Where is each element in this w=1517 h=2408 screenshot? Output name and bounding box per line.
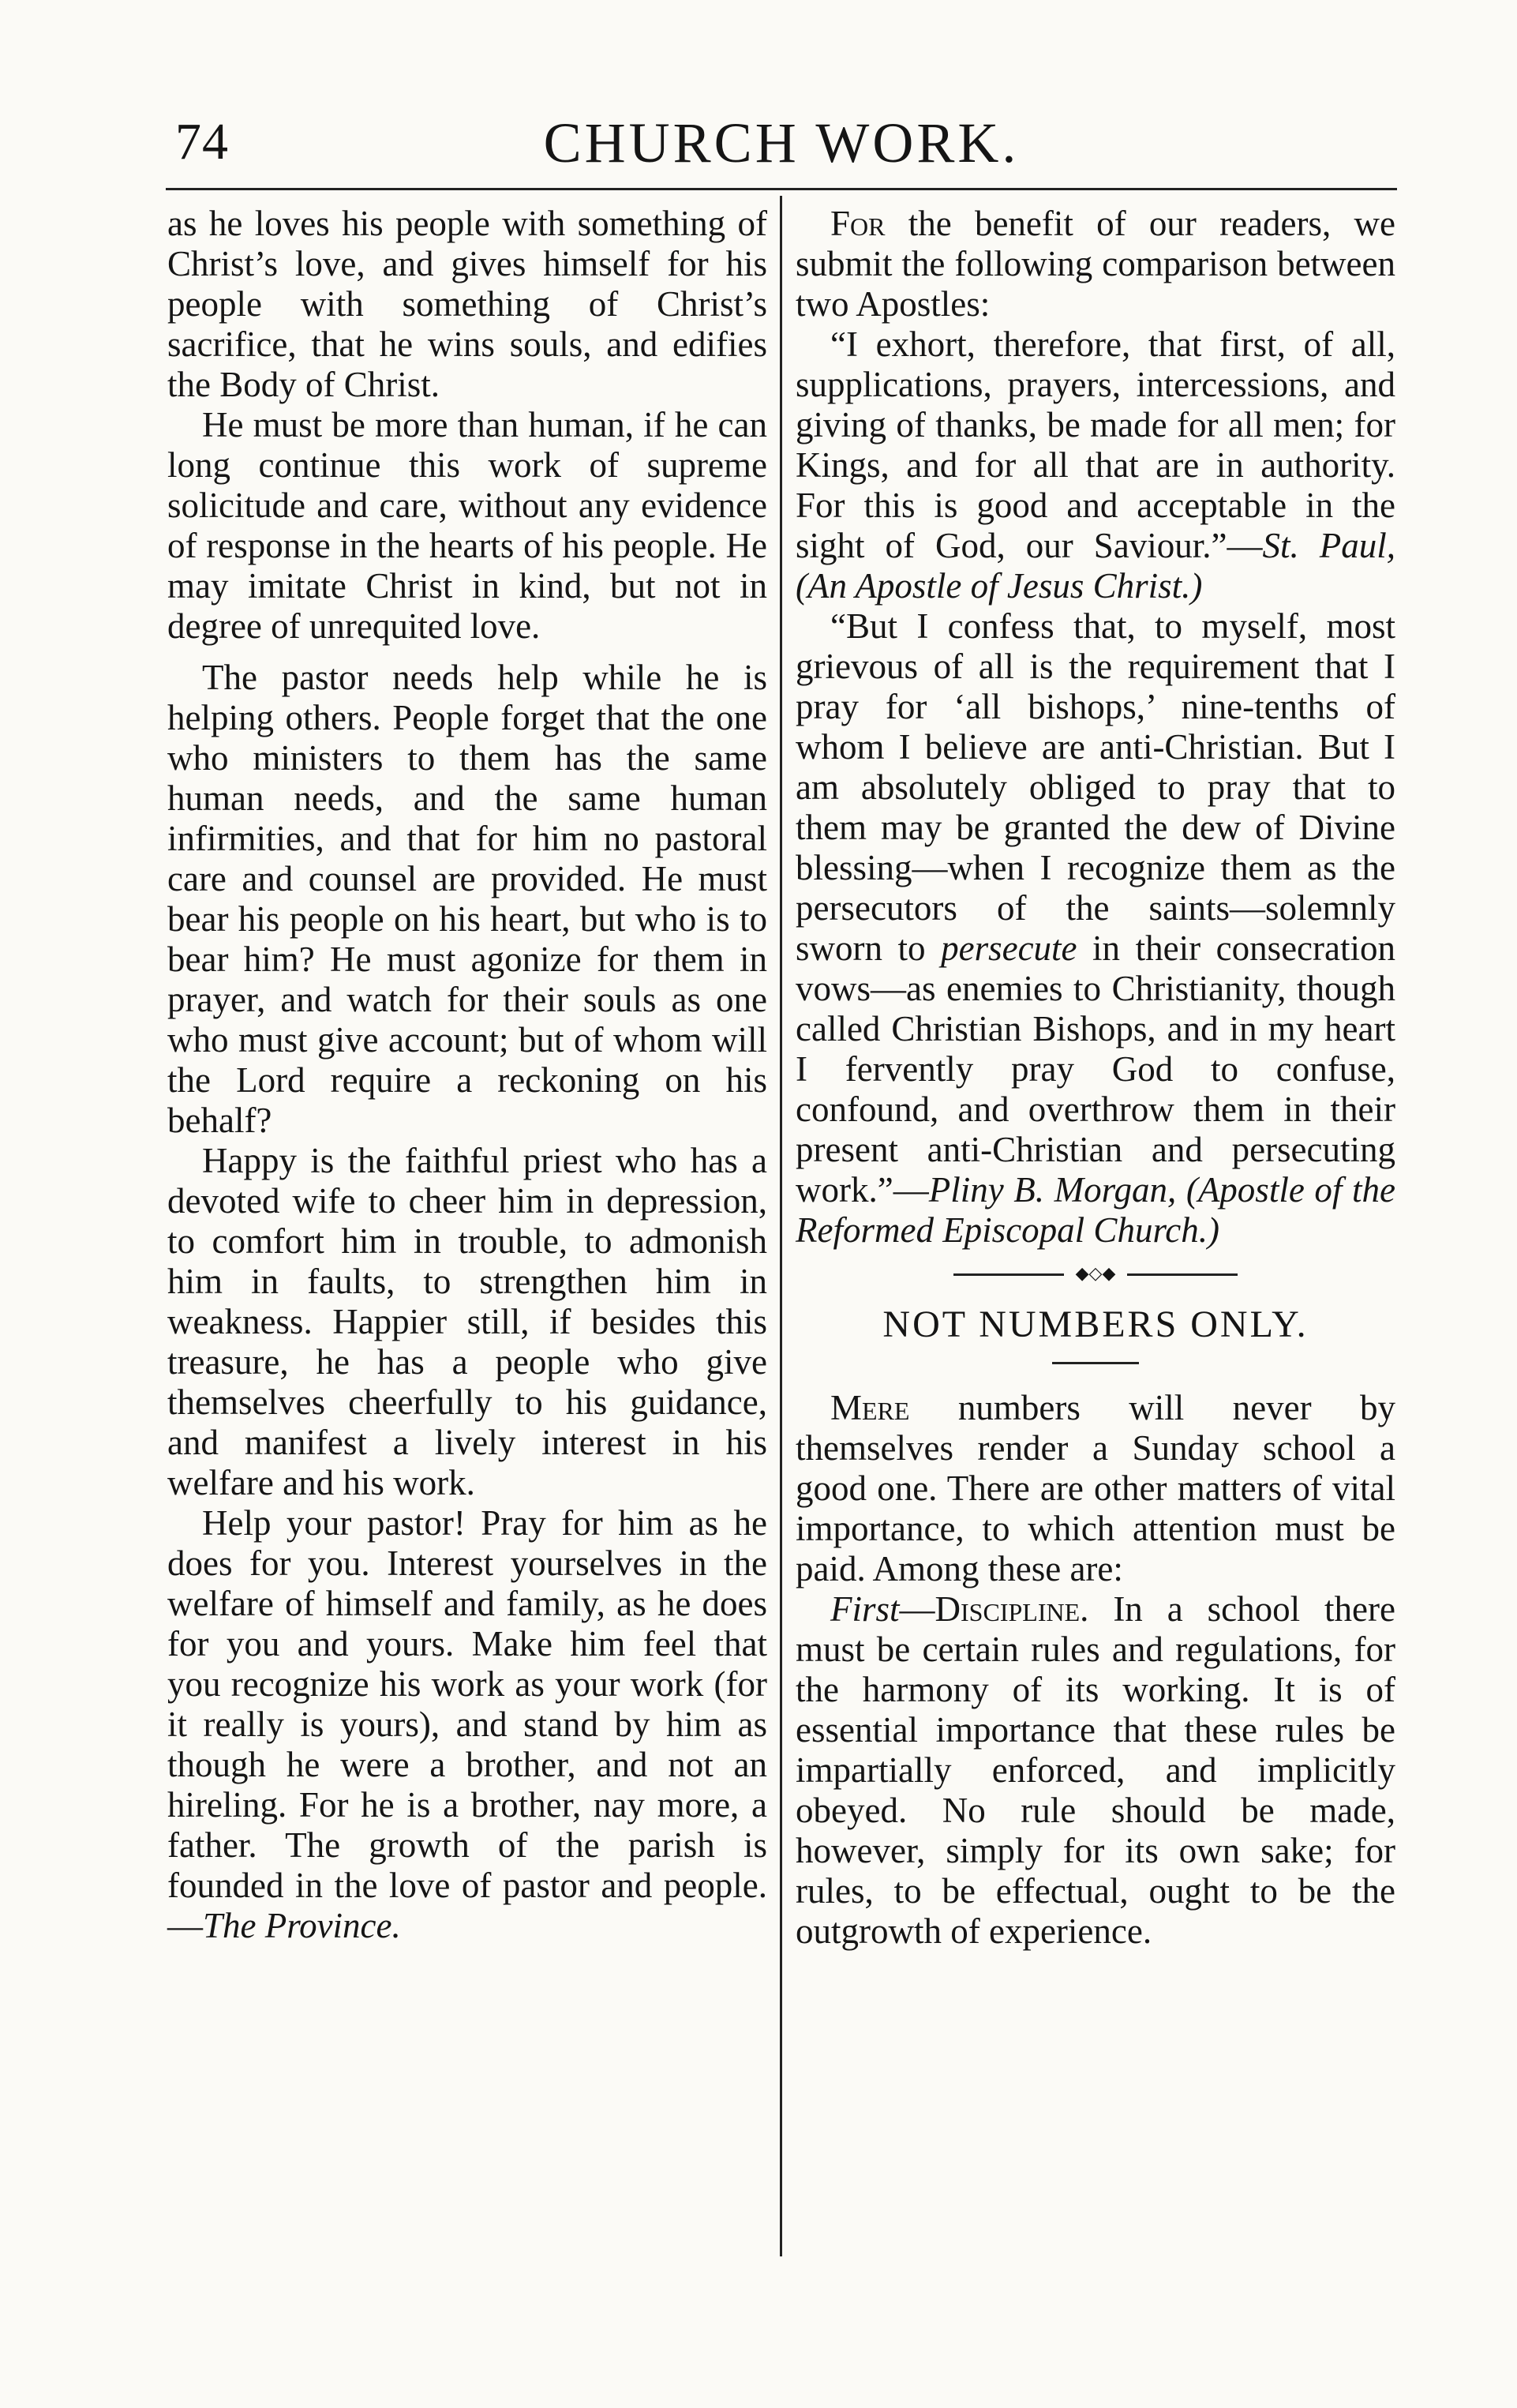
section-paragraph-2 [796,1589,1395,1952]
page-number: 74 [175,113,229,171]
left-paragraph-5-source: The Province. [203,1906,401,1945]
column-divider [780,196,782,2256]
running-head: CHURCH WORK. [543,111,1020,174]
left-paragraph-2: He must be more than human, if he can long continue this work of supreme solicitude and care, without any evidence of response in the hearts of his people. He may imitate Christ in kind, but not in degree of unrequited love. [167,405,767,646]
left-paragraph-1: as he loves his people with something of Christ’s love, and gives himself for his people with something of Christ’s sacrifice, that he wins souls, and edifies the Body of Christ. [167,204,767,404]
left-paragraph-5-text: Help your pastor! Pray for him as he does for you. Interest yourselves in the welfare of himself and family, as he does for you and yours. Make him feel that you recognize his work as your work (for it really is yours), and stand by him as though he were a brother, and not an hireling. For he is a brother, nay more, a father. The growth of the parish is founded in the love of pastor and people.— [167,1503,767,1945]
section-paragraph-2-rest: In a school there must be certain rules and regulations, for the harmony of its working. It is of essential importance that these rules be impartially enforced, and implicitly obeyed. No rule should be made, however, simply for its own sake; for rules, to be effectual, ought to be the outgrowth of experience. [796,1589,1395,1951]
section-paragraph-2-dash: — [899,1589,935,1629]
quote-st-paul-text: “I exhort, therefore, that first, of all, supplications, prayers, intercessions, and giving of thanks, be made for all men; for Kings, and for all that are in authority. For this is good and acceptable in the sight of God, our Saviour.”— [796,324,1395,565]
quote-st-paul [796,324,1395,606]
quote-pliny-morgan-source: Pliny B. Morgan, (Apostle of the Reformed Episcopal Church.) [796,1170,1395,1250]
left-paragraph-5 [167,1503,767,1946]
ornament-flourish-icon: ◆◇◆ [1075,1264,1116,1284]
quote-pliny-morgan-rest: in their consecration vows—as enemies to Christianity, though called Christian Bishops, and in my heart I fervently pray God to confuse, confound, and overthrow them in their present anti-Christian and persecuting work.”— [796,928,1395,1210]
section-paragraph-1-rest: numbers will never by themselves render a Sunday school a good one. There are other matters of vital importance, to which attention must be paid. Among these are: [796,1388,1395,1588]
left-paragraph-3: The pastor needs help while he is helping others. People forget that the one who ministers to them has the same human needs, and the same human infirmities, and that for him no pastoral care and counsel are provided. He must bear his people on his heart, but who is to bear him? He must agonize for them in prayer, and watch for their souls as one who must give account; but of whom will the Lord require a reckoning on his behalf? [167,658,767,1140]
section-ornament [953,1265,1238,1284]
section-title: NOT NUMBERS ONLY. [882,1303,1309,1345]
quote-st-paul-source: St. Paul, (An Apostle of Jesus Christ.) [796,526,1395,606]
ornament-line-right [1127,1273,1238,1276]
quote-pliny-morgan [796,606,1395,1251]
section-paragraph-1 [796,1388,1395,1589]
right-intro-lead: For [830,204,886,243]
section-title-rule [1052,1362,1139,1364]
header-rule [166,188,1397,190]
left-column [167,204,767,1946]
quote-pliny-morgan-text: “But I confess that, to myself, most grievous of all is the requirement that I pray for ‘all bishops,’ nine-tenths of whom I believe are anti-Christian. But I am absolutely obliged to pray that to them may be granted the dew of Divine blessing—when I recognize them as the persecutors of the saints—solemnly sworn to [796,606,1395,968]
right-intro [796,204,1395,324]
quote-pliny-morgan-emphasis: persecute [941,928,1077,968]
right-column [796,204,1395,1952]
page-header [166,111,1397,182]
left-paragraph-4: Happy is the faithful priest who has a devoted wife to cheer him in depression, to comfort him in trouble, to admonish him in faults, to strengthen him in weakness. Happier still, if besides this treasure, he has a people who give themselves cheerfully to his guidance, and manifest a lively interest in his welfare and his work. [167,1141,767,1502]
section-paragraph-2-first: First [830,1589,900,1629]
section-paragraph-1-lead: Mere [830,1388,910,1427]
section-paragraph-2-heading: Discipline. [935,1589,1089,1629]
ornament-line-left [953,1273,1064,1276]
right-intro-rest: the benefit of our readers, we submit the following comparison between two Apostles: [796,204,1395,324]
